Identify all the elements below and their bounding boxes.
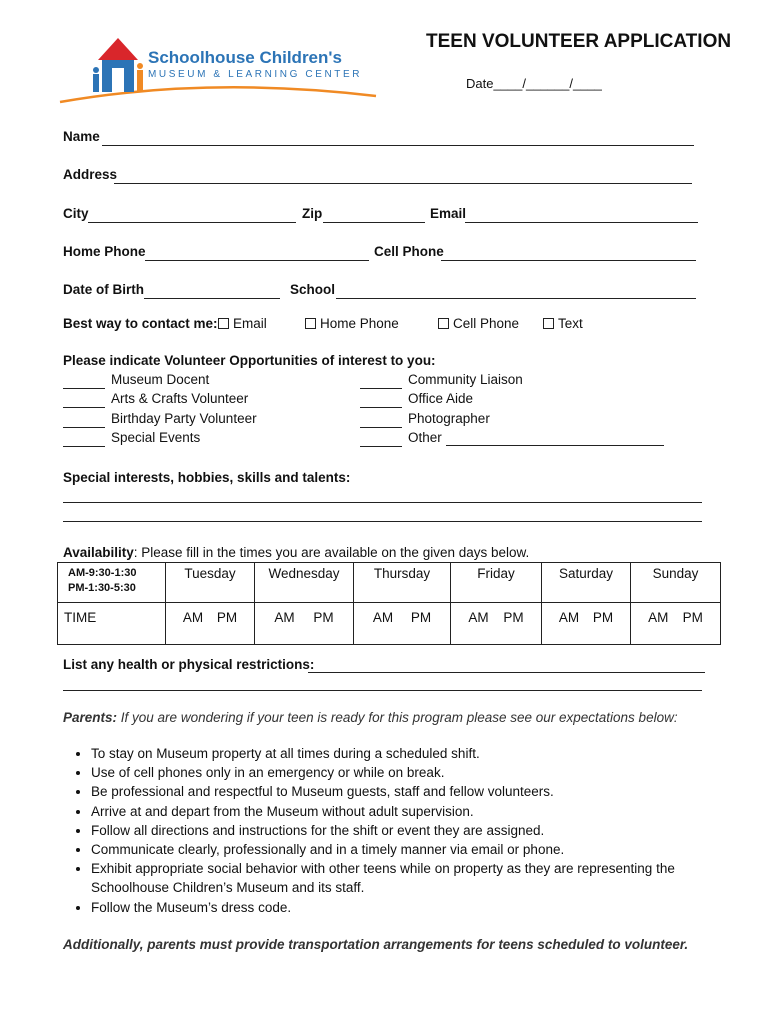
date-field[interactable]: Date____/______/____ (466, 76, 602, 91)
list-item: • Use of cell phones only in an emergency or while on break. (91, 763, 741, 782)
city-label: City (63, 206, 89, 221)
opportunity-blank[interactable] (360, 388, 402, 389)
opportunity-community-liaison: Community Liaison (408, 372, 523, 387)
opportunity-office-aide: Office Aide (408, 391, 474, 406)
tuesday-slot[interactable]: AM PM (166, 603, 255, 645)
day-tuesday: Tuesday (166, 563, 255, 603)
list-item: • To stay on Museum property at all times during a scheduled shift. (91, 744, 741, 763)
day-friday: Friday (451, 563, 542, 603)
list-item: • Exhibit appropriate social behavior with other teens while on property as they are representing the Schoolhouse Children’s Museum and its staff. (91, 859, 741, 897)
home-phone-label: Home Phone (63, 244, 146, 259)
wednesday-slot[interactable]: AM PM (255, 603, 354, 645)
email-line[interactable] (465, 222, 698, 223)
list-item: • Follow the Museum’s dress code. (91, 898, 741, 917)
logo-subtitle: MUSEUM & LEARNING CENTER (148, 69, 363, 80)
other-line[interactable] (446, 445, 664, 446)
list-item: • Follow all directions and instructions for the shift or event they are assigned. (91, 821, 741, 840)
availability-table (57, 562, 721, 645)
checkbox-icon[interactable] (543, 318, 554, 329)
name-label: Name (63, 129, 100, 144)
contact-option-home-phone[interactable]: Home Phone (305, 316, 399, 331)
dob-line[interactable] (144, 298, 280, 299)
health-line-1[interactable] (308, 672, 705, 673)
opportunity-blank[interactable] (63, 407, 105, 408)
opportunity-arts-crafts: Arts & Crafts Volunteer (111, 391, 249, 406)
cell-phone-label: Cell Phone (374, 244, 444, 259)
contact-option-text[interactable]: Text (543, 316, 583, 331)
day-saturday: Saturday (542, 563, 631, 603)
dob-label: Date of Birth (63, 282, 144, 297)
thursday-slot[interactable]: AM PM (354, 603, 451, 645)
opportunity-blank[interactable] (63, 427, 105, 428)
opportunity-other: Other (408, 430, 442, 445)
email-label: Email (430, 206, 467, 221)
health-line-2[interactable] (63, 690, 702, 691)
zip-label: Zip (302, 206, 323, 221)
shift-times-cell: AM-9:30-1:30 PM-1:30-5:30 (58, 563, 166, 603)
home-phone-line[interactable] (145, 260, 369, 261)
friday-slot[interactable]: AM PM (451, 603, 542, 645)
opportunity-special-events: Special Events (111, 430, 201, 445)
contact-label: Best way to contact me: (63, 316, 218, 331)
list-item: • Communicate clearly, professionally and in a timely manner via email or phone. (91, 840, 741, 859)
city-line[interactable] (88, 222, 296, 223)
opportunities-heading: Please indicate Volunteer Opportunities of interest to you: (63, 353, 436, 368)
list-item: • Be professional and respectful to Museum guests, staff and fellow volunteers. (91, 782, 741, 801)
interests-label: Special interests, hobbies, skills and talents: (63, 470, 351, 485)
opportunity-blank[interactable] (360, 446, 402, 447)
saturday-slot[interactable]: AM PM (542, 603, 631, 645)
opportunity-blank[interactable] (360, 407, 402, 408)
cell-phone-line[interactable] (441, 260, 696, 261)
expectations-list (63, 744, 741, 917)
school-line[interactable] (336, 298, 696, 299)
interests-line-2[interactable] (63, 521, 702, 522)
checkbox-icon[interactable] (218, 318, 229, 329)
address-line[interactable] (114, 183, 692, 184)
checkbox-icon[interactable] (305, 318, 316, 329)
address-label: Address (63, 167, 118, 182)
opportunity-photographer: Photographer (408, 411, 490, 426)
checkbox-icon[interactable] (438, 318, 449, 329)
name-line[interactable] (102, 145, 694, 146)
day-wednesday: Wednesday (255, 563, 354, 603)
opportunity-birthday-party: Birthday Party Volunteer (111, 411, 257, 426)
school-label: School (290, 282, 336, 297)
opportunity-blank[interactable] (360, 427, 402, 428)
health-label: List any health or physical restrictions: (63, 657, 315, 672)
form-title: TEEN VOLUNTEER APPLICATION (426, 31, 732, 52)
interests-line-1[interactable] (63, 502, 702, 503)
availability-label: Availability: Please fill in the times you are available on the given days below. (63, 545, 530, 560)
parents-note: Parents: If you are wondering if your teen is ready for this program please see our expectations below: (63, 710, 678, 725)
contact-option-cell-phone[interactable]: Cell Phone (438, 316, 519, 331)
opportunity-museum-docent: Museum Docent (111, 372, 210, 387)
day-sunday: Sunday (631, 563, 721, 603)
day-thursday: Thursday (354, 563, 451, 603)
time-label: TIME (58, 603, 166, 645)
opportunity-blank[interactable] (63, 388, 105, 389)
contact-option-email[interactable]: Email (218, 316, 267, 331)
sunday-slot[interactable]: AM PM (631, 603, 721, 645)
closing-note: Additionally, parents must provide transportation arrangements for teens scheduled to volunteer. (63, 937, 689, 952)
list-item: • Arrive at and depart from the Museum without adult supervision. (91, 802, 741, 821)
zip-line[interactable] (323, 222, 425, 223)
opportunity-blank[interactable] (63, 446, 105, 447)
logo-name: Schoolhouse Children's (148, 48, 342, 67)
